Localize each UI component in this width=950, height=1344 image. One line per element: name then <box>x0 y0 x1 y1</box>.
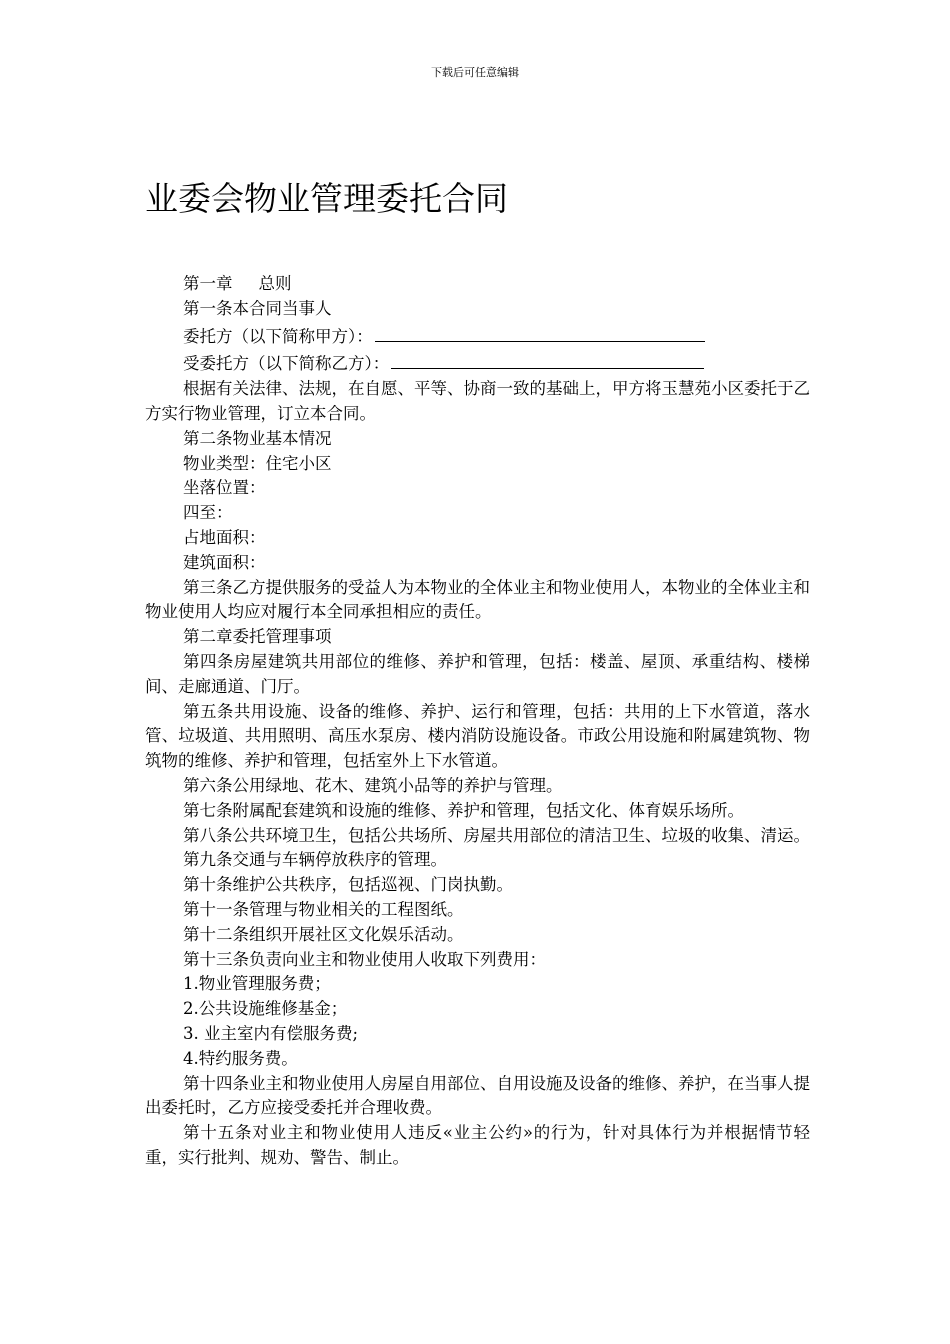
property-type: 物业类型：住宅小区 <box>183 453 332 473</box>
party-a-blank <box>375 322 705 342</box>
article-7: 第七条附属配套建筑和设施的维修、养护和管理，包括文化、体育娱乐场所。 <box>183 800 744 820</box>
article-5: 第五条共用设施、设备的维修、养护、运行和管理，包括：共用的上下水管道，落水管、垃圾道、共用照明、高压水泵房、楼内消防设施设备。市政公用设施和附属建筑物、物筑物的维修、养护和管理，包括室外上下水管道。 <box>145 701 810 771</box>
document-title: 业委会物业管理委托合同 <box>145 179 508 218</box>
article-4: 第四条房屋建筑共用部位的维修、养护和管理，包括：楼盖、屋顶、承重结构、楼梯间、走廊通道、门厅。 <box>145 651 810 696</box>
article-13: 第十三条负责向业主和物业使用人收取下列费用： <box>183 949 546 969</box>
article-8: 第八条公共环境卫生，包括公共场所、房屋共用部位的清洁卫生、垃圾的收集、清运。 <box>183 825 810 845</box>
article-1: 第一条本合同当事人 <box>183 298 332 318</box>
land-area: 占地面积： <box>183 527 266 547</box>
chapter-name: 总则 <box>258 274 292 293</box>
building-area: 建筑面积： <box>183 552 266 572</box>
article-9: 第九条交通与车辆停放秩序的管理。 <box>183 850 447 870</box>
fee-item-4: 4.特约服务费。 <box>183 1048 298 1068</box>
article-2: 第二条物业基本情况 <box>183 428 332 448</box>
party-b-line <box>145 349 810 377</box>
article-12: 第十二条组织开展社区文化娱乐活动。 <box>183 924 464 944</box>
article-6: 第六条公用绿地、花木、建筑小品等的养护与管理。 <box>183 775 563 795</box>
article-3: 第三条乙方提供服务的受益人为本物业的全体业主和物业使用人，本物业的全体业主和物业使用人均应对履行本全同承担相应的责任。 <box>145 577 810 622</box>
party-a-line <box>145 322 810 350</box>
fee-item-3: 3. 业主室内有偿服务费; <box>183 1023 359 1043</box>
article-15: 第十五条对业主和物业使用人违反«业主公约»的行为，针对具体行为并根据情节轻重，实行批判、规劝、警告、制止。 <box>145 1123 810 1167</box>
preamble: 根据有关法律、法规，在自愿、平等、协商一致的基础上，甲方将玉慧苑小区委托于乙方实行物业管理，订立本合同。 <box>145 379 810 423</box>
chapter-number: 第一章 <box>183 274 233 293</box>
party-b-label: 受委托方（以下简称乙方）： <box>183 354 390 374</box>
article-11: 第十一条管理与物业相关的工程图纸。 <box>183 899 464 919</box>
party-b-blank <box>391 349 704 369</box>
party-a-label: 委托方（以下简称甲方）： <box>183 326 373 346</box>
fee-item-2: 2.公共设施维修基金； <box>183 999 348 1019</box>
article-10: 第十条维护公共秩序，包括巡视、门岗执勤。 <box>183 875 513 895</box>
property-location: 坐落位置： <box>183 478 266 498</box>
chapter-2-heading: 第二章委托管理事项 <box>183 627 332 647</box>
document-body <box>145 272 810 1171</box>
property-boundaries: 四至： <box>183 503 233 523</box>
chapter-heading <box>145 272 810 297</box>
fee-item-1: 1.物业管理服务费； <box>183 974 331 994</box>
article-14: 第十四条业主和物业使用人房屋自用部位、自用设施及设备的维修、养护，在当事人提出委托时，乙方应接受委托并合理收费。 <box>145 1073 810 1118</box>
header-note: 下载后可任意编辑 <box>431 66 519 79</box>
